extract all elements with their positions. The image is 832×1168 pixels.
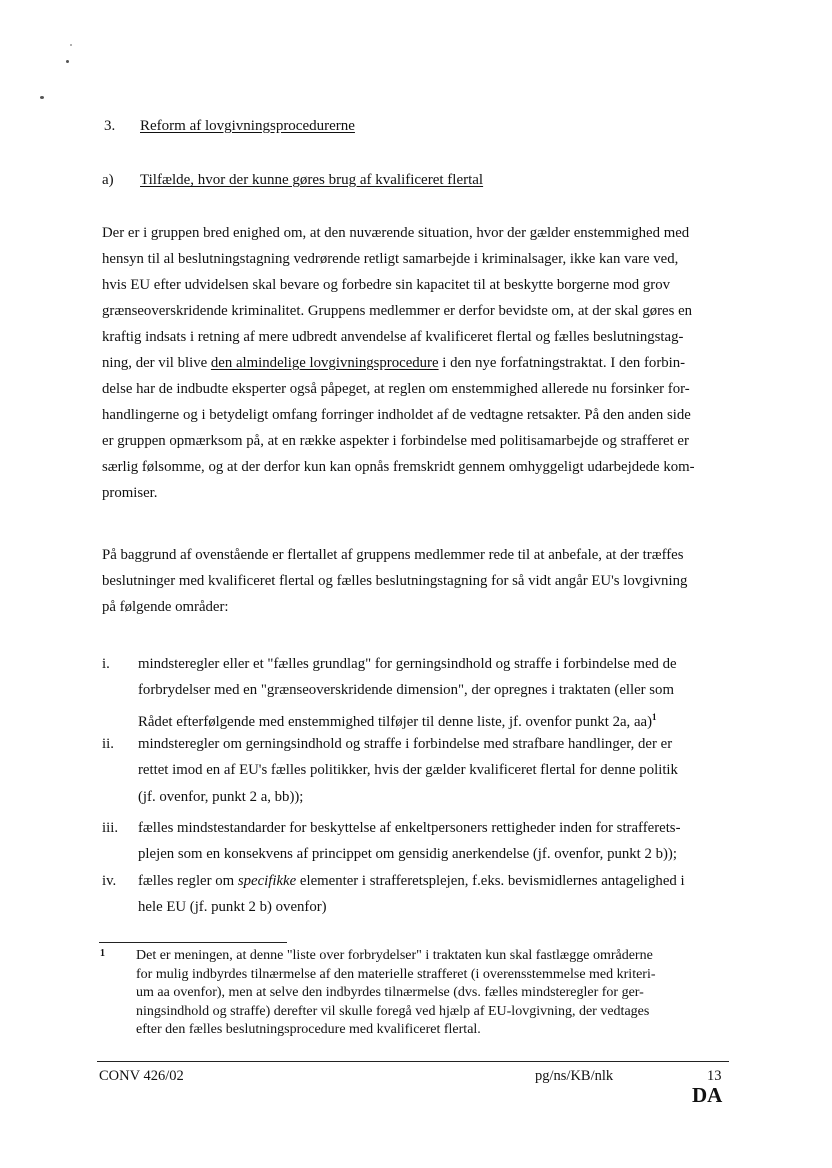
subsection-title: Tilfælde, hvor der kunne gøres brug af kvalificeret flertal: [140, 172, 484, 188]
list-item-label: ii.: [102, 736, 114, 752]
paragraph-line: hensyn til al beslutningstagning vedrørende retligt samarbejde i kriminalsager, ikke kan vare ved,: [102, 251, 679, 267]
footer-separator: [97, 1061, 729, 1062]
paragraph-line: handlingerne og i betydeligt omfang forringer indholdet af de vedtagne retsakter. På den anden side: [102, 407, 691, 423]
list-item-body: [138, 815, 738, 868]
paragraph-line: hvis EU efter udvidelsen skal bevare og forbedre sin kapacitet til at beskytte borgerne mod grov: [102, 277, 670, 293]
list-item-line: rettet imod en af EU's fælles politikker, hvis der gælder kvalificeret flertal for denne politik: [138, 762, 678, 779]
text-run: Rådet efterfølgende med enstemmighed tilføjer til denne liste, jf. ovenfor punkt 2a, aa): [138, 713, 653, 730]
list-item-body: [138, 868, 738, 921]
paragraph-line: beslutninger med kvalificeret flertal og fælles beslutningstagning for så vidt angår EU's lovgivning: [102, 573, 688, 589]
footnote-line: um aa ovenfor), men at selve den indbyrdes tilnærmelse (dvs. fælles mindsteregler for ger-: [136, 985, 644, 1001]
paragraph-line: delse har de indbudte eksperter også påpeget, at reglen om enstemmighed allerede nu forsinker for-: [102, 381, 690, 397]
scan-speck: [40, 96, 44, 99]
footnote-reference: 1: [652, 711, 657, 722]
text-run: fælles regler om: [138, 873, 238, 889]
paragraph-line: [102, 350, 732, 376]
list-item-line: forbrydelser med en "grænseoverskridende dimension", der opregnes i traktaten (eller som: [138, 682, 674, 699]
list-item: [102, 731, 732, 811]
list-item-line: mindsteregler eller et "fælles grundlag" for gerningsindhold og straffe i forbindelse med de: [138, 656, 677, 672]
paragraph-line: grænseoverskridende kriminalitet. Gruppens medlemmer er derfor bevidste om, at der skal gøres en: [102, 303, 693, 319]
list-item: [102, 651, 732, 731]
list-item-label: iii.: [102, 820, 119, 836]
paragraph-line: kraftig indsats i retning af mere udbredt anvendelse af kvalificeret flertal og fælles beslutningstag-: [102, 329, 684, 345]
underlined-term: den almindelige lovgivningsprocedure: [210, 355, 439, 371]
list-item-line: hele EU (jf. punkt 2 b) ovenfor): [138, 899, 327, 916]
list-item-body: [138, 731, 738, 810]
list-item-line: (jf. ovenfor, punkt 2 a, bb));: [138, 788, 304, 805]
list-item-label: i.: [102, 656, 110, 672]
list-item: [102, 815, 732, 869]
text-run: elementer i strafferetsplejen, f.eks. bevismidlernes antagelighed i: [296, 873, 685, 889]
list-item-line: [138, 704, 738, 730]
paragraph-line: På baggrund af ovenstående er flertallet af gruppens medlemmer rede til at anbefale, at der træffes: [102, 547, 684, 563]
text-run: ning, der vil blive: [102, 355, 211, 371]
section-number: 3.: [104, 118, 116, 134]
scan-speck: [66, 60, 69, 63]
footnote-mark: 1: [100, 948, 105, 959]
list-item-line: mindsteregler om gerningsindhold og straffe i forbindelse med strafbare handlinger, der er: [138, 736, 673, 752]
paragraph-line: er gruppen opmærksom på, at en række aspekter i forbindelse med politisamarbejde og strafferet er: [102, 433, 689, 449]
list-item-body: [138, 651, 738, 730]
footnote: [100, 947, 740, 1047]
footnote-line: for mulig indbyrdes tilnærmelse af den materielle strafferet (i overensstemmelse med kriteri-: [136, 966, 656, 982]
text-run: i den nye forfatningstraktat. I den forbin-: [438, 355, 686, 371]
list-item-line: [138, 868, 738, 894]
paragraph-line: på følgende områder:: [102, 599, 229, 615]
subsection-heading: [102, 171, 602, 191]
paragraph-intro: [102, 220, 732, 506]
list-item: [102, 868, 732, 922]
list-item-label: iv.: [102, 873, 117, 889]
section-title: Reform af lovgivningsprocedurerne: [140, 118, 355, 134]
footnote-line: efter den fælles beslutningsprocedure med kvalificeret flertal.: [136, 1022, 481, 1038]
footer-initials: pg/ns/KB/nlk: [535, 1068, 614, 1084]
footnote-line: Det er meningen, at denne "liste over forbrydelser" i traktaten kun skal fastlægge områderne: [136, 948, 653, 963]
italic-term: specifikke: [237, 873, 297, 889]
subsection-label: a): [102, 172, 114, 188]
footer-language-code: DA: [692, 1083, 723, 1107]
paragraph-recommendation: [102, 542, 732, 620]
paragraph-line: særlig følsomme, og at der derfor kun kan opnås fremskridt gennem omhyggeligt udarbejdede kom-: [102, 459, 695, 475]
list-item-line: fælles mindstestandarder for beskyttelse af enkeltpersoners rettigheder inden for strafferets-: [138, 820, 681, 836]
list-item-line: plejen som en konsekvens af princippet om gensidig anerkendelse (jf. ovenfor, punkt 2 b));: [138, 846, 677, 863]
section-heading: [104, 117, 504, 137]
paragraph-line: Der er i gruppen bred enighed om, at den nuværende situation, hvor der gælder enstemmighed med: [102, 225, 690, 241]
footer-doc-ref: CONV 426/02: [99, 1068, 184, 1084]
scan-speck: [70, 44, 72, 46]
footnote-body: [136, 947, 736, 1040]
footnote-separator: [99, 942, 287, 943]
footer-page-number: 13: [707, 1068, 722, 1084]
footnote-line: ningsindhold og straffe) derefter vil skulle foregå ved hjælp af EU-lovgivning, der vedtages: [136, 1003, 650, 1019]
paragraph-line: promiser.: [102, 485, 158, 501]
